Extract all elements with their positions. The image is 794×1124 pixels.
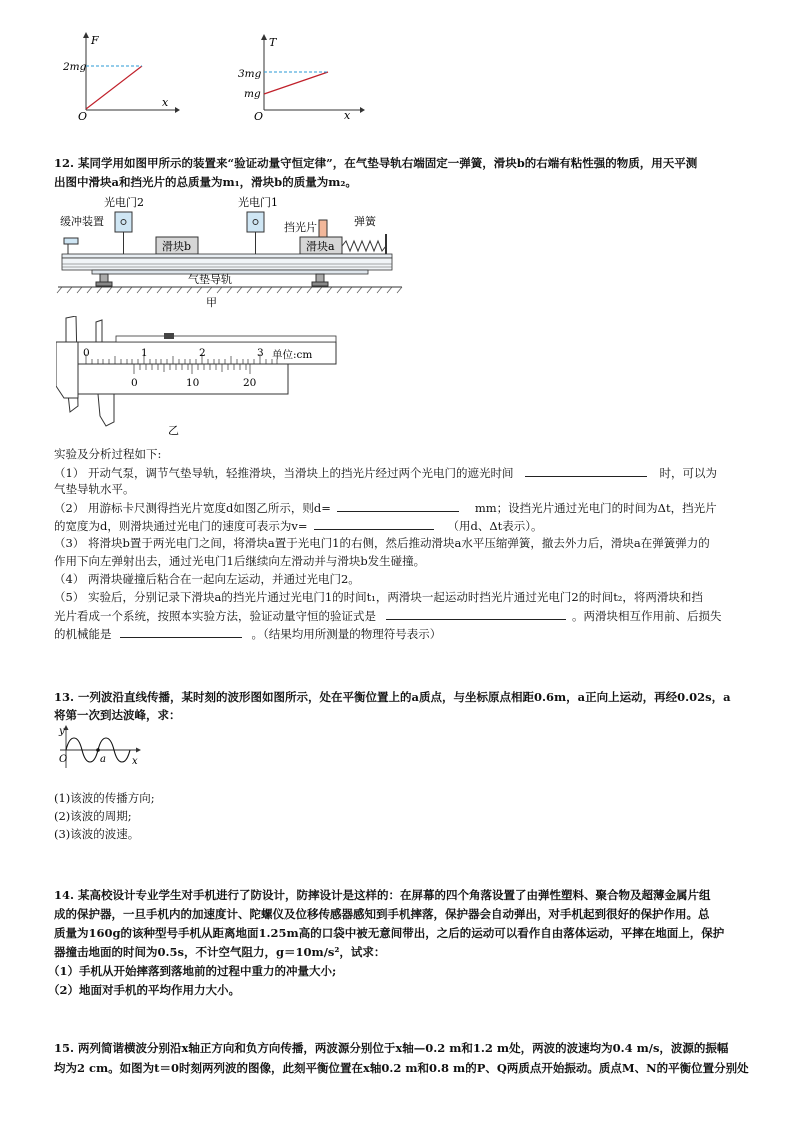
q12-step2-blank-d bbox=[337, 500, 459, 512]
q13-part1: (1)该波的传播方向; bbox=[54, 791, 155, 805]
gate1-label: 光电门1 bbox=[238, 196, 278, 209]
shield-label: 挡光片 bbox=[284, 221, 317, 234]
q14-part1: （1）手机从开始摔落到落地前的过程中重力的冲量大小; bbox=[48, 964, 337, 978]
q12-step5-blank-energy bbox=[120, 626, 242, 638]
air-track-figure bbox=[56, 194, 404, 310]
vernier-tick-10: 10 bbox=[186, 377, 200, 389]
q12-step2-text-a: （2） 用游标卡尺测得挡光片宽度d如图乙所示，则d= bbox=[54, 501, 331, 515]
shield bbox=[319, 220, 327, 237]
q12-step5-line1: （5） 实验后，分别记录下滑块a的挡光片通过光电门1的时间t₁，两滑块一起运动时挡光片通过光电门2的时间t₂，将两滑块和挡 bbox=[54, 590, 703, 604]
q13-part2: (2)该波的周期; bbox=[54, 809, 132, 823]
q12-intro-1: 12. 某同学用如图甲所示的装置来“验证动量守恒定律”，在气垫导轨右端固定一弹簧，滑块b的右端有粘性强的物质，用天平测 bbox=[54, 156, 698, 170]
q12-step2-line2 bbox=[54, 518, 543, 534]
q12-intro-2: 出图中滑块a和挡光片的总质量为m₁，滑块b的质量为m₂。 bbox=[54, 175, 357, 189]
main-tick-3: 3 bbox=[257, 347, 264, 359]
gate2-label: 光电门2 bbox=[104, 196, 144, 209]
q13-x-label: x bbox=[132, 756, 138, 767]
q13-origin: O bbox=[59, 754, 68, 765]
main-tick-0: 0 bbox=[83, 347, 90, 359]
f-origin: O bbox=[78, 110, 88, 120]
q13-y-label: y bbox=[59, 726, 65, 737]
q15-line2: 均为2 cm。如图为t＝0时刻两列波的图像，此刻平衡位置在x轴0.2 m和0.8 m的P、Q两质点开始振动。质点M、N的平衡位置分别处 bbox=[54, 1061, 749, 1075]
q14-line3: 质量为160g的该种型号手机从距离地面1.25m高的口袋中被无意间带出，之后的运动可以看作自由落体运动，平摔在地面上，保护 bbox=[54, 926, 725, 940]
q13-part3: (3)该波的波速。 bbox=[54, 827, 140, 841]
buffer-label: 缓冲装置 bbox=[60, 215, 104, 228]
q12-step5-text-d: 。（结果均用所测量的物理符号表示） bbox=[251, 627, 442, 641]
q14-line4: 器撞击地面的时间为0.5s，不计空气阻力，g＝10m/s²，试求： bbox=[54, 945, 386, 959]
q12-step1-line2: 气垫导轨水平。 bbox=[54, 482, 135, 496]
vernier-tick-20: 20 bbox=[243, 377, 257, 389]
gate2 bbox=[115, 212, 132, 232]
q13-line1: 13. 一列波沿直线传播，某时刻的波形图如图所示，处在平衡位置上的a质点，与坐标原点相距0.6m，a正向上运动，再经0.02s，a bbox=[54, 690, 731, 704]
f-tick-2mg: 2mg bbox=[63, 61, 87, 73]
q12-step1-blank bbox=[525, 465, 647, 477]
slider-a-label: 滑块a bbox=[306, 240, 335, 253]
t-axis-label: T bbox=[269, 36, 277, 49]
q12-step3-line1: （3） 将滑块b置于两光电门之间，将滑块a置于光电门1的右侧，然后推动滑块a水平压缩弹簧，撤去外力后，滑块a在弹簧弹力的 bbox=[54, 536, 710, 550]
spring-label: 弹簧 bbox=[354, 215, 376, 228]
vernier-caliper-figure bbox=[56, 316, 346, 440]
q12-step5-blank-verify bbox=[386, 608, 566, 620]
q12-step2-text-b: mm；设挡光片通过光电门的时间为Δt，挡光片 bbox=[474, 501, 717, 515]
fig-yi-caption: 乙 bbox=[168, 424, 179, 437]
main-tick-1: 1 bbox=[141, 347, 148, 359]
q12-step1-text-b: 时，可以为 bbox=[659, 466, 717, 480]
f-x-graph bbox=[60, 30, 180, 120]
q12-step1-line1 bbox=[54, 465, 717, 481]
q12-step5-line2 bbox=[54, 608, 722, 624]
q13-point-a: a bbox=[100, 754, 106, 765]
t-tick-mg: mg bbox=[244, 88, 261, 100]
q12-step1-text-a: （1） 开动气泵，调节气垫导轨，轻推滑块，当滑块上的挡光片经过两个光电门的遮光时间 bbox=[54, 466, 514, 480]
vernier-tick-0: 0 bbox=[131, 377, 138, 389]
q12-step5-text-a: 光片看成一个系统，按照本实验方法，验证动量守恒的验证式是 bbox=[54, 609, 376, 623]
unit-label: 单位:cm bbox=[272, 349, 313, 361]
t-tick-3mg: 3mg bbox=[238, 68, 262, 80]
q12-step2-line1 bbox=[54, 500, 717, 516]
q12-step2-text-c: 的宽度为d，则滑块通过光电门的速度可表示为v= bbox=[54, 519, 308, 533]
q12-step5-text-b: 。两滑块相互作用前、后损失 bbox=[572, 609, 722, 623]
q14-line1: 14. 某高校设计专业学生对手机进行了防设计，防摔设计是这样的：在屏幕的四个角落设置了由弹性塑料、聚合物及超薄金属片组 bbox=[54, 888, 711, 902]
slider-b-label: 滑块b bbox=[162, 240, 192, 253]
fig-jia-caption: 甲 bbox=[206, 296, 217, 309]
t-origin: O bbox=[254, 110, 264, 122]
q13-line2: 将第一次到达波峰，求： bbox=[54, 708, 181, 722]
q13-wave-graph bbox=[54, 724, 142, 772]
gate1 bbox=[247, 212, 264, 232]
q12-step3-line2: 作用下向左弹射出去，通过光电门1后继续向左滑动并与滑块b发生碰撞。 bbox=[54, 554, 426, 568]
q12-process-title: 实验及分析过程如下: bbox=[54, 447, 162, 461]
q12-step2-text-d: （用d、Δt表示）。 bbox=[447, 519, 543, 533]
f-x-label: x bbox=[162, 96, 169, 109]
q12-step5-text-c: 的机械能是 bbox=[54, 627, 112, 641]
q14-part2: （2）地面对手机的平均作用力大小。 bbox=[48, 983, 240, 997]
q14-line2: 成的保护器，一旦手机内的加速度计、陀螺仪及位移传感器感知到手机摔落，保护器会自动弹出，对手机起到很好的保护作用。总 bbox=[54, 907, 710, 921]
t-x-label: x bbox=[344, 109, 351, 122]
q12-step5-line3 bbox=[54, 626, 441, 642]
rail-label: 气垫导轨 bbox=[188, 273, 232, 286]
t-x-graph bbox=[236, 30, 366, 122]
main-tick-2: 2 bbox=[199, 347, 206, 359]
q12-step2-blank-v bbox=[314, 518, 434, 530]
q15-line1: 15. 两列简谐横波分别沿x轴正方向和负方向传播，两波源分别位于x轴—0.2 m和1.2 m处，两波的波速均为0.4 m/s，波源的振幅 bbox=[54, 1041, 729, 1055]
q12-step4: （4） 两滑块碰撞后粘合在一起向左运动，并通过光电门2。 bbox=[54, 572, 360, 586]
f-axis-label: F bbox=[91, 34, 99, 47]
